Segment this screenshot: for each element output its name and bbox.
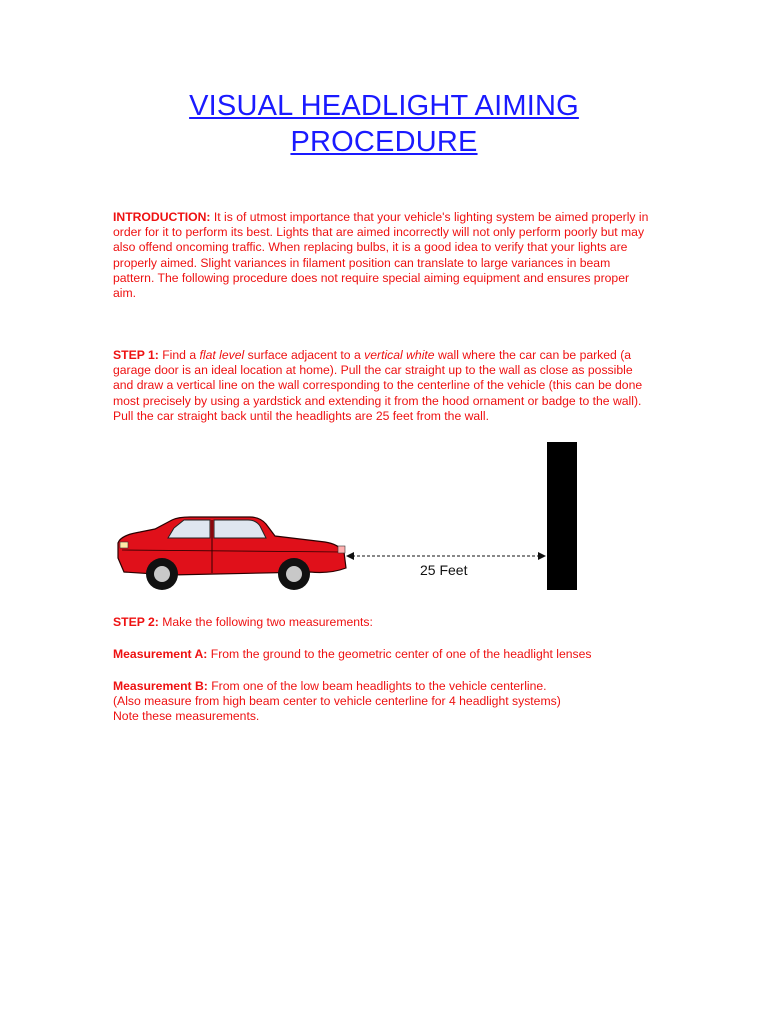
measurement-b-line-3: Note these measurements.: [113, 709, 260, 724]
measurement-b-line-1: [113, 679, 673, 694]
step-1-paragraph: [113, 348, 653, 424]
wall: [547, 442, 577, 590]
measurement-a-label: Measurement A:: [113, 647, 208, 661]
title-line-2: PROCEDURE: [290, 126, 478, 158]
step-1-text-c: wall where the car can be parked (a garage door is an ideal location at home). Pull the car straight up to the wall as close as possible and draw a vertical line on the wall corresponding to the centerline of the vehicle (this can be done most precisely by using a yardstick and extending it from the hood ornament or badge to the wall). Pull the car straight back until the headlights are 25 feet from the wall.: [113, 348, 643, 423]
measurement-a-text: From the ground to the geometric center of one of the headlight lenses: [207, 647, 592, 661]
step-2-label: STEP 2:: [113, 615, 159, 629]
rear-wheel-icon: [278, 558, 310, 590]
measurement-b-text: From one of the low beam headlights to the vehicle centerline.: [207, 679, 547, 693]
step-1-label: STEP 1:: [113, 348, 159, 362]
measurement-a-paragraph: [113, 647, 653, 662]
step-1-emphasis-vertical-white: vertical white: [364, 348, 435, 362]
page-title: [0, 88, 768, 160]
title-line-1: VISUAL HEADLIGHT AIMING: [189, 90, 579, 122]
introduction-text: It is of utmost importance that your vehicle's lighting system be aimed properly in order for it to perform its best. Lights that are aimed incorrectly will not only perform poorly but may also offend oncoming traffic. When replacing bulbs, it is a good idea to verify that your lights are properly aimed. Slight variances in filament position can translate to large variances in beam pattern. The following procedure does not require special aiming equipment and ensures proper aim.: [113, 210, 649, 301]
car-icon: [118, 517, 346, 590]
distance-label: 25 Feet: [420, 562, 468, 578]
front-wheel-icon: [146, 558, 178, 590]
measurement-b-line-2: (Also measure from high beam center to vehicle centerline for 4 headlight systems): [113, 694, 561, 709]
introduction-paragraph: [113, 210, 653, 301]
distance-arrow: [346, 552, 546, 560]
step-2-text: Make the following two measurements:: [158, 615, 373, 629]
car-wall-distance-illustration: [110, 440, 590, 595]
step-1-text-b: surface adjacent to a: [244, 348, 365, 362]
measurement-b-label: Measurement B:: [113, 679, 208, 693]
step-2-paragraph: [113, 615, 653, 630]
step-1-emphasis-flat-level: flat level: [199, 348, 245, 362]
measurement-b-paragraph: [113, 679, 673, 725]
step-1-text-a: Find a: [158, 348, 200, 362]
introduction-label: INTRODUCTION:: [113, 210, 211, 224]
